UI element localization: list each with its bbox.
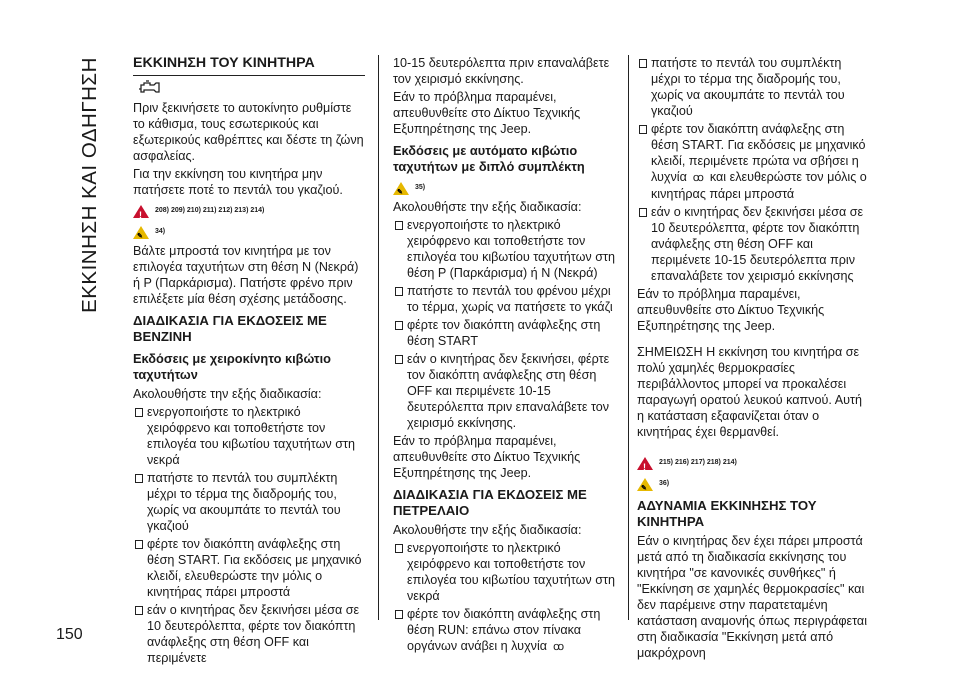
paragraph: 10-15 δευτερόλεπτα πριν επαναλάβετε τον χειρισμό εκκίνησης. (393, 56, 610, 86)
engine-icon (137, 80, 163, 94)
column-divider (628, 55, 629, 620)
bullet-item: εάν ο κινητήρας δεν ξεκινήσει, φέρτε τον διακόπτη ανάφλεξης στη θέση OFF και περιμένετε 10-15 δευτερόλεπτα πριν επαναλάβετε τον χειρισμό εκκίνησης. (393, 351, 625, 431)
bullet-item: πατήστε το πεντάλ του συμπλέκτη μέχρι το τέρμα της διαδρομής του, χωρίς να ακουμπάτε το πεντάλ του γκαζιού (133, 470, 365, 534)
section-title: ΕΚΚΙΝΗΣΗ ΚΑΙ ΟΔΗΓΗΣΗ (78, 57, 101, 313)
bullet-item: ενεργοποιήστε το ηλεκτρικό χειρόφρενο και τοποθετήστε τον επιλογέα του κιβωτίου ταχυτήτων στη νεκρά (133, 404, 365, 468)
paragraph: Για την εκκίνηση του κινητήρα μην πατήσετε ποτέ το πεντάλ του γκαζιού. (133, 167, 343, 197)
section-side-tab (62, 40, 118, 330)
bullet-item: πατήστε το πεντάλ του συμπλέκτη μέχρι το τέρμα της διαδρομής του, χωρίς να ακουμπάτε το πεντάλ του γκαζιού (637, 55, 869, 119)
note-hand-icon (393, 182, 409, 195)
bullet-item: φέρτε τον διακόπτη ανάφλεξης στη θέση START (393, 317, 625, 349)
subsection-heading: Εκδόσεις με αυτόματο κιβώτιο ταχυτήτων με διπλό συμπλέκτη (393, 143, 585, 174)
note-refs-text: 34) (155, 228, 166, 235)
note-references (133, 224, 365, 240)
bullet-text: φέρτε τον διακόπτη ανάφλεξης στη θέση START. Για εκδόσεις με μηχανικό κλειδί, περιμένετε πρώτα να σβήσει η λυχνία (651, 122, 866, 184)
bullet-item: φέρτε τον διακόπτη ανάφλεξης στη θέση START. Για εκδόσεις με μηχανικό κλειδί, ελευθερώστε την μόλις ο κινητήρας πάρει μπροστά (133, 536, 365, 600)
column-2 (393, 55, 625, 657)
warning-triangle-icon (637, 457, 653, 470)
glow-plug-lamp-icon: ꝏ (692, 172, 704, 184)
warning-references (133, 203, 365, 219)
paragraph: Εάν το πρόβλημα παραμένει, απευθυνθείτε στο Δίκτυο Τεχνικής Εξυπηρέτησης της Jeep. (637, 287, 825, 333)
paragraph: Εάν το πρόβλημα παραμένει, απευθυνθείτε στο Δίκτυο Τεχνικής Εξυπηρέτησης της Jeep. (393, 90, 581, 136)
page-number: 150 (56, 626, 83, 643)
bullet-item (393, 606, 625, 655)
note-references (637, 476, 869, 492)
section-heading: ΕΚΚΙΝΗΣΗ ΤΟΥ ΚΙΝΗΤΗΡΑ (133, 55, 365, 76)
bullet-text: φέρτε τον διακόπτη ανάφλεξης στη θέση RUN: επάνω στον πίνακα οργάνων ανάβει η λυχνία (407, 607, 601, 653)
bullet-item (637, 121, 869, 202)
subsection-heading: ΔΙΑΔΙΚΑΣΙΑ ΓΙΑ ΕΚΔΟΣΕΙΣ ΜΕ ΒΕΝΖΙΝΗ (133, 313, 327, 344)
warning-refs-text: 208) 209) 210) 211) 212) 213) 214) (155, 207, 265, 214)
column-3 (637, 55, 869, 663)
note-refs-text: 36) (659, 480, 670, 487)
note-references (393, 180, 625, 196)
note-hand-icon (637, 478, 653, 491)
paragraph: Ακολουθήστε την εξής διαδικασία: (133, 387, 322, 401)
note-hand-icon (133, 226, 149, 239)
note-paragraph: ΣΗΜΕΙΩΣΗ Η εκκίνηση του κινητήρα σε πολύ χαμηλές θερμοκρασίες περιβάλλοντος μπορεί να προκαλέσει παραγωγή ορατού λευκού καπνού. Αυτή η κατάσταση εξαφανίζεται όταν ο κινητήρας έχει θερμανθεί. (637, 345, 863, 439)
paragraph: Ακολουθήστε την εξής διαδικασία: (393, 523, 582, 537)
bullet-item: ενεργοποιήστε το ηλεκτρικό χειρόφρενο και τοποθετήστε τον επιλογέα του κιβωτίου ταχυτήτων στη θέση P (Παρκάρισμα) ή N (Νεκρά) (393, 217, 625, 281)
warning-triangle-icon (133, 205, 149, 218)
subsection-heading: Εκδόσεις με χειροκίνητο κιβώτιο ταχυτήτων (133, 351, 331, 382)
paragraph: Βάλτε μπροστά τον κινητήρα με τον επιλογέα ταχυτήτων στη θέση N (Νεκρά) ή P (Παρκάρισμα). Πατήστε φρένο πριν επιλέξετε μία θέση σχέσης μετάδοσης. (133, 244, 359, 306)
paragraph: Εάν ο κινητήρας δεν έχει πάρει μπροστά μετά από τη διαδικασία εκκίνησης του κινητήρα "σε κανονικές συνθήκες" ή "Εκκίνηση σε χαμηλές θερμοκρασίες" και δεν παρέμεινε στην παρατεταμένη κατάσταση αναμονής όπως περιγράφεται στη διαδικασία "Εκκίνηση μετά από μακρόχρονη (637, 534, 868, 660)
bullet-item: εάν ο κινητήρας δεν ξεκινήσει μέσα σε 10 δευτερόλεπτα, φέρτε τον διακόπτη ανάφλεξης στη θέση OFF και περιμένετε (133, 602, 365, 666)
glow-plug-lamp-icon: ꝏ (552, 641, 565, 653)
bullet-item: εάν ο κινητήρας δεν ξεκινήσει μέσα σε 10 δευτερόλεπτα, φέρτε τον διακόπτη ανάφλεξης στη θέση OFF και περιμένετε 10-15 δευτερόλεπτα πριν επαναλάβετε τον χειρισμό εκκίνησης (637, 204, 869, 284)
note-refs-text: 35) (415, 184, 426, 191)
paragraph: Εάν το πρόβλημα παραμένει, απευθυνθείτε στο Δίκτυο Τεχνικής Εξυπηρέτησης της Jeep. (393, 434, 581, 480)
warning-refs-text: 215) 216) 217) 218) 214) (659, 459, 737, 466)
subsection-heading: ΔΙΑΔΙΚΑΣΙΑ ΓΙΑ ΕΚΔΟΣΕΙΣ ΜΕ ΠΕΤΡΕΛΑΙΟ (393, 487, 587, 518)
column-1 (133, 55, 365, 668)
column-divider (378, 55, 379, 620)
intro-paragraph: Πριν ξεκινήσετε το αυτοκίνητο ρυθμίστε το κάθισμα, τους εσωτερικούς και εξωτερικούς καθρέπτες και δέστε τη ζώνη ασφαλείας. (133, 101, 364, 163)
subsection-heading: ΑΔΥΝΑΜΙΑ ΕΚΚΙΝΗΣΗΣ ΤΟΥ ΚΙΝΗΤΗΡΑ (637, 498, 817, 529)
bullet-item: πατήστε το πεντάλ του φρένου μέχρι το τέρμα, χωρίς να πατήσετε το γκάζι (393, 283, 625, 315)
paragraph: Ακολουθήστε την εξής διαδικασία: (393, 200, 582, 214)
warning-references (637, 455, 869, 471)
bullet-text: και ελευθερώστε τον μόλις ο κινητήρας πάρει μπροστά (651, 170, 867, 201)
bullet-item: ενεργοποιήστε το ηλεκτρικό χειρόφρενο και τοποθετήστε τον επιλογέα του κιβωτίου ταχυτήτων στη νεκρά (393, 540, 625, 604)
